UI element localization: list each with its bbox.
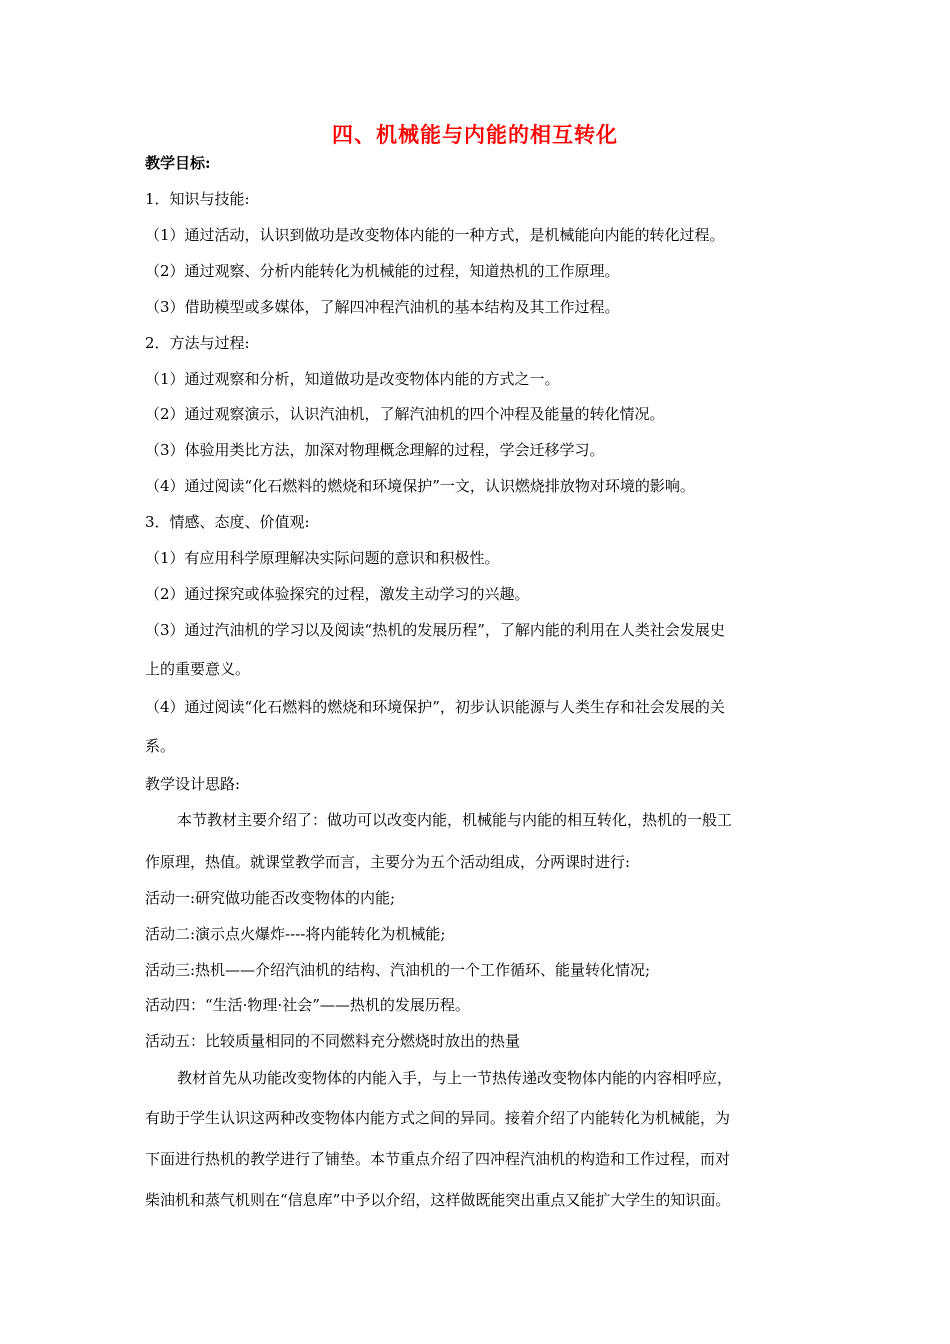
goals-heading: 教学目标: — [145, 154, 211, 172]
list-item: （2）通过探究或体验探究的过程，激发主动学习的兴趣。 — [145, 585, 530, 603]
list-item: （1）通过观察和分析，知道做功是改变物体内能的方式之一。 — [145, 370, 560, 388]
section-heading-knowledge: 1．知识与技能: — [145, 190, 250, 208]
list-item: （1）通过活动，认识到做功是改变物体内能的一种方式，是机械能向内能的转化过程。 — [145, 226, 725, 244]
paragraph-line: 下面进行热机的教学进行了铺垫。本节重点介绍了四冲程汽油机的构造和工作过程，而对 — [145, 1150, 731, 1168]
list-item: （4）通过阅读“化石燃料的燃烧和环境保护”一文，认识燃烧排放物对环境的影响。 — [145, 477, 695, 495]
paragraph-line: 柴油机和蒸气机则在“信息库”中予以介绍，这样做既能突出重点又能扩大学生的知识面。 — [145, 1191, 731, 1209]
list-item: （2）通过观察、分析内能转化为机械能的过程，知道热机的工作原理。 — [145, 262, 620, 280]
section-heading-method: 2．方法与过程: — [145, 334, 250, 352]
list-item: （3）借助模型或多媒体，了解四冲程汽油机的基本结构及其工作过程。 — [145, 298, 620, 316]
list-item: （4）通过阅读“化石燃料的燃烧和环境保护”，初步认识能源与人类生存和社会发展的关 — [145, 698, 725, 716]
section-heading-values: 3．情感、态度、价值观: — [145, 513, 310, 531]
paragraph-line: 教材首先从功能改变物体的内能入手，与上一节热传递改变物体内能的内容相呼应， — [177, 1069, 733, 1087]
paragraph-line: 作原理，热值。就课堂教学而言，主要分为五个活动组成，分两课时进行: — [145, 853, 631, 871]
list-item: （1）有应用科学原理解决实际问题的意识和积极性。 — [145, 549, 500, 567]
list-item: （2）通过观察演示，认识汽油机，了解汽油机的四个冲程及能量的转化情况。 — [145, 405, 665, 423]
paragraph-line: 有助于学生认识这两种改变物体内能方式之间的异同。接着介绍了内能转化为机械能，为 — [145, 1109, 731, 1127]
document-title: 四、机械能与内能的相互转化 — [332, 122, 618, 147]
design-heading: 教学设计思路: — [145, 775, 241, 793]
activity-item: 活动三:热机——介绍汽油机的结构、汽油机的一个工作循环、能量转化情况; — [145, 961, 651, 979]
list-item: （3）体验用类比方法，加深对物理概念理解的过程，学会迁移学习。 — [145, 441, 605, 459]
activity-item: 活动二:演示点火爆炸----将内能转化为机械能; — [145, 925, 446, 943]
list-item: （3）通过汽油机的学习以及阅读“热机的发展历程”，了解内能的利用在人类社会发展史 — [145, 621, 725, 639]
activity-item: 活动一:研究做功能否改变物体的内能; — [145, 889, 396, 907]
paragraph-line: 本节教材主要介绍了：做功可以改变内能，机械能与内能的相互转化，热机的一般工 — [177, 811, 733, 829]
list-item-continuation: 系。 — [145, 737, 176, 755]
activity-item: 活动五：比较质量相同的不同燃料充分燃烧时放出的热量 — [145, 1032, 521, 1050]
list-item-continuation: 上的重要意义。 — [145, 660, 251, 678]
activity-item: 活动四：“生活·物理·社会”——热机的发展历程。 — [145, 996, 470, 1014]
